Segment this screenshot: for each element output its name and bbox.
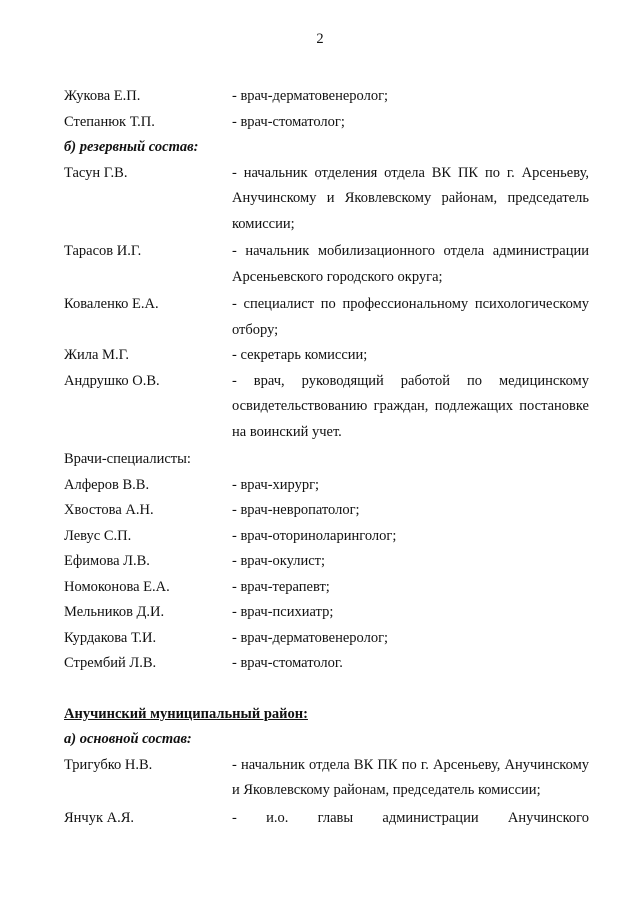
- member-role: - врач-оториноларинголог;: [232, 527, 397, 544]
- member-row: [64, 369, 589, 446]
- member-name: Левус С.П.: [64, 527, 132, 544]
- member-role: - врач-дерматовенеролог;: [232, 629, 389, 646]
- member-name: Стрембий Л.В.: [64, 655, 157, 671]
- member-name: Жила М.Г.: [64, 347, 129, 363]
- member-row: [64, 498, 589, 524]
- member-row: [64, 473, 589, 499]
- member-name: Янчук А.Я.: [64, 809, 135, 826]
- member-role: - врач-окулист;: [232, 553, 326, 569]
- member-row: [64, 626, 589, 652]
- member-role: - врач, руководящий работой по медицинскому освидетельствованию граждан, подлежащих постановке на воинский учет.: [232, 372, 589, 440]
- member-role: - специалист по профессиональному психологическому отбору;: [232, 296, 589, 338]
- member-row: [64, 84, 589, 110]
- member-role: - начальник отдела ВК ПК по г. Арсеньеву, Анучинскому и Яковлевскому районам, председатель комиссии;: [232, 756, 589, 798]
- doctors-label: Врачи-специалисты:: [64, 451, 191, 467]
- reserve-composition-heading: б) резервный состав:: [64, 139, 199, 155]
- member-name: Тригубко Н.В.: [64, 756, 153, 773]
- member-name: Ефимова Л.В.: [64, 553, 150, 569]
- member-role: - секретарь комиссии;: [232, 347, 368, 363]
- member-name: Тарасов И.Г.: [64, 243, 142, 259]
- member-role: - врач-терапевт;: [232, 578, 330, 595]
- member-row: [64, 161, 589, 238]
- member-name: Тасун Г.В.: [64, 164, 128, 181]
- member-name: Андрушко О.В.: [64, 372, 160, 389]
- member-row: [64, 651, 589, 677]
- member-name: Курдакова Т.И.: [64, 629, 157, 646]
- member-role: - начальник отделения отдела ВК ПК по г. Арсеньеву, Анучинскому и Яковлевскому районам, председатель комиссии;: [232, 164, 589, 232]
- member-row: [64, 575, 589, 601]
- member-row: [64, 292, 589, 343]
- member-row: [64, 753, 589, 804]
- member-name: Жукова Е.П.: [64, 88, 141, 104]
- member-role: - начальник мобилизационного отдела администрации Арсеньевского городского округа;: [232, 243, 589, 285]
- member-role: - врач-психиатр;: [232, 604, 334, 620]
- district-heading: Анучинский муниципальный район:: [64, 705, 308, 722]
- member-name: Хвостова А.Н.: [64, 502, 154, 518]
- member-name: Степанюк Т.П.: [64, 113, 155, 130]
- page-number: 2: [316, 31, 324, 47]
- member-name: Коваленко Е.А.: [64, 296, 159, 312]
- member-name: Мельников Д.И.: [64, 604, 165, 620]
- member-row: [64, 806, 589, 832]
- member-row: [64, 549, 589, 575]
- member-row: [64, 343, 589, 369]
- member-role: - врач-стоматолог;: [232, 113, 345, 130]
- member-name: Номоконова Е.А.: [64, 578, 170, 595]
- member-row: [64, 110, 589, 136]
- main-composition-heading: а) основной состав:: [64, 731, 192, 747]
- member-row: [64, 600, 589, 626]
- member-name: Алферов В.В.: [64, 476, 150, 493]
- member-role: - и.о. главы администрации Анучинского: [232, 809, 589, 826]
- member-role: - врач-хирург;: [232, 476, 320, 493]
- member-role: - врач-стоматолог.: [232, 655, 343, 671]
- member-role: - врач-невропатолог;: [232, 502, 360, 518]
- member-row: [64, 524, 589, 550]
- member-role: - врач-дерматовенеролог;: [232, 88, 389, 104]
- member-row: [64, 239, 589, 290]
- document-body: [64, 84, 589, 831]
